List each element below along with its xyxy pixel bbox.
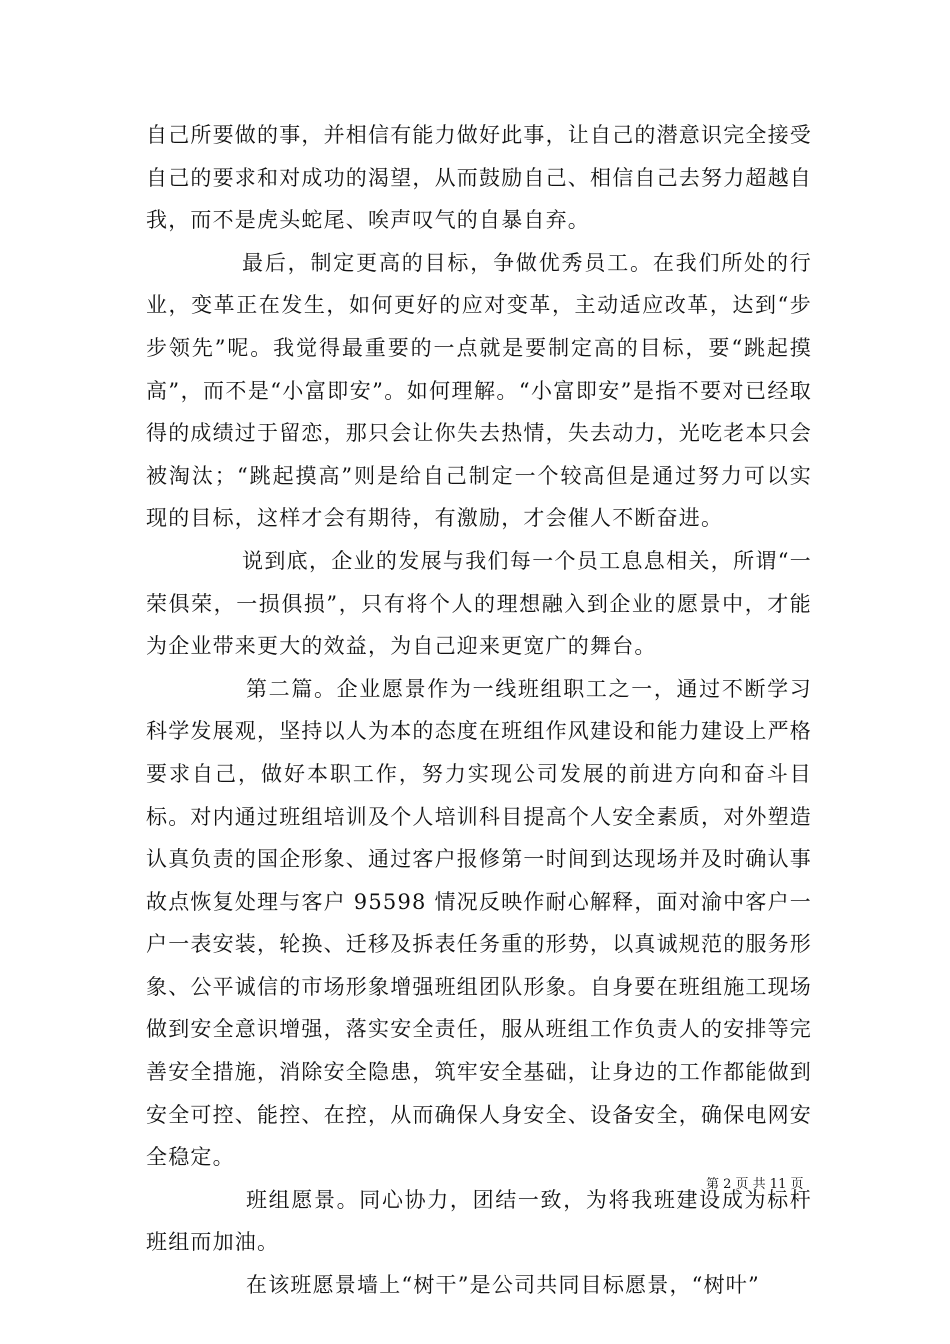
page-number-footer: 第 2 页 共 11 页 xyxy=(706,1177,804,1192)
document-body xyxy=(146,114,812,1307)
paragraph-5: 班组愿景。同心协力，团结一致，为将我班建设成为标杆班组而加油。 xyxy=(146,1187,812,1255)
paragraph-1: 自己所要做的事，并相信有能力做好此事，让自己的潜意识完全接受自己的要求和对成功的渴望，从而鼓励自己、相信自己去努力超越自我，而不是虎头蛇尾、唉声叹气的自暴自弃。 xyxy=(146,123,812,233)
paragraph-4: 第二篇。企业愿景作为一线班组职工之一，通过不断学习科学发展观，坚持以人为本的态度在班组作风建设和能力建设上严格要求自己，做好本职工作，努力实现公司发展的前进方向和奋斗目标。对内通过班组培训及个人培训科目提高个人安全素质，对外塑造认真负责的国企形象、通过客户报修第一时间到达现场并及时确认事故点恢复处理与客户 95598 情况反映作耐心解释，面对渝中客户一户一表安装，轮换、迁移及拆表任务重的形势，以真诚规范的服务形象、公平诚信的市场形象增强班组团队形象。自身要在班组施工现场做到安全意识增强，落实安全责任，服从班组工作负责人的安排等完善安全措施，消除安全隐患，筑牢安全基础，让身边的工作都能做到安全可控、能控、在控，从而确保人身安全、设备安全，确保电网安全稳定。 xyxy=(146,676,812,1170)
paragraph-3: 说到底，企业的发展与我们每一个员工息息相关，所谓“一荣俱荣，一损俱损”，只有将个人的理想融入到企业的愿景中，才能为企业带来更大的效益，为自己迎来更宽广的舞台。 xyxy=(146,548,812,659)
paragraph-6: 在该班愿景墙上“树干”是公司共同目标愿景，“树叶” xyxy=(246,1273,760,1298)
paragraph-2: 最后，制定更高的目标，争做优秀员工。在我们所处的行业，变革正在发生，如何更好的应对变革，主动适应改革，达到“步步领先”呢。我觉得最重要的一点就是要制定高的目标，要“跳起摸高”，而不是“小富即安”。如何理解。“小富即安”是指不要对已经取得的成绩过于留恋，那只会让你失去热情，失去动力，光吃老本只会被淘汰；“跳起摸高”则是给自己制定一个较高但是通过努力可以实现的目标，这样才会有期待，有激励，才会催人不断奋进。 xyxy=(146,250,812,531)
